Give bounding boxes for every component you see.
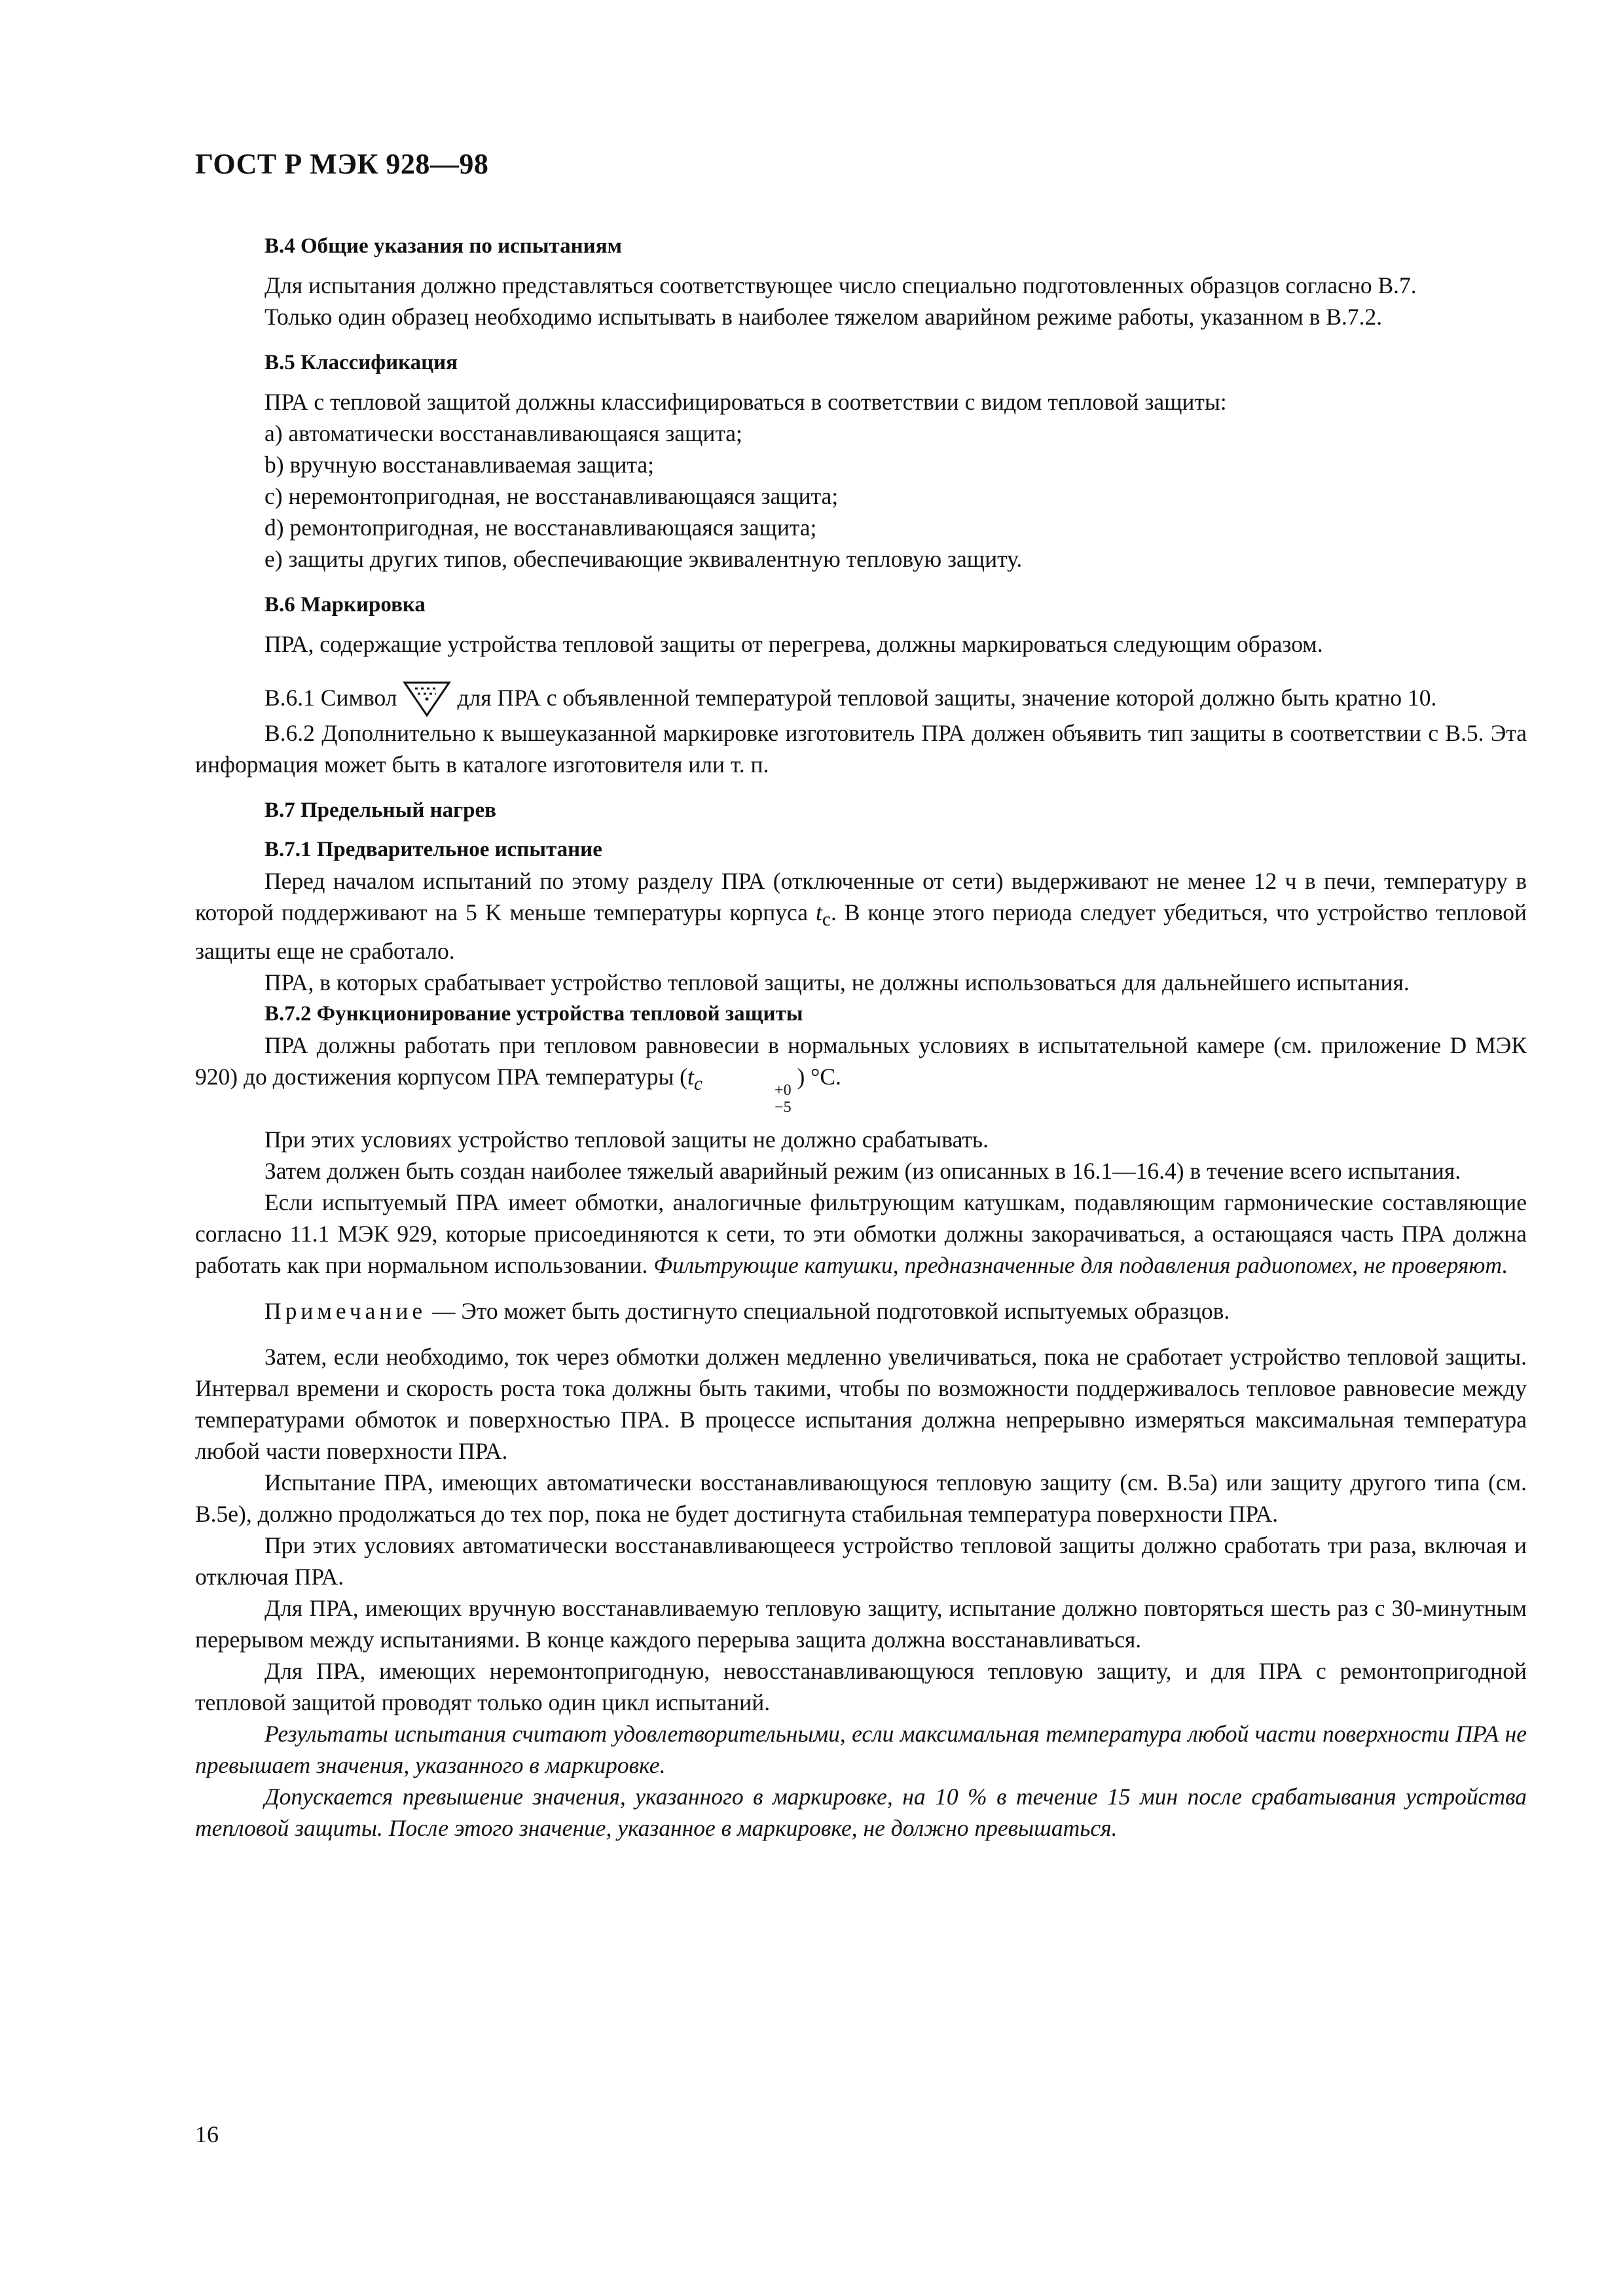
note-label: Примечание [264,1298,427,1325]
variable: t [687,1064,694,1090]
list-item: a) автоматически восстанавливающаяся защита; [264,420,742,446]
tolerance [705,1082,792,1116]
paragraph: ПРА с тепловой защитой должны классифицироваться в соответствии с видом тепловой защиты: [264,389,1227,415]
paragraph: Для ПРА, имеющих вручную восстанавливаемую тепловую защиту, испытание должно повторяться шесть раз с 30-минутным перерывом между испытаниями. В конце каждого перерыва защита должна восстанавливаться. [195,1595,1527,1653]
paragraph: При этих условиях автоматически восстанавливающееся устройство тепловой защиты должно сработать три раза, включая и отключая ПРА. [195,1532,1527,1590]
list-item: e) защиты других типов, обеспечивающие эквивалентную тепловую защиту. [264,546,1023,572]
paragraph: При этих условиях устройство тепловой защиты не должно срабатывать. [264,1126,989,1153]
variable: t [815,899,822,925]
subscript: c [693,1073,703,1095]
paragraph: ПРА, содержащие устройства тепловой защиты от перегрева, должны маркироваться следующим образом. [264,631,1323,657]
document-body [195,230,1527,1844]
page-number: 16 [195,2121,219,2147]
text-span: . В конце этого периода следует убедиться, что устройство тепловой защиты еще не сработало. [195,899,1527,965]
paragraph: Для ПРА, имеющих неремонтопригодную, невосстанавливающуюся тепловую защиту, и для ПРА с ремонтопригодной тепловой защитой проводят только один цикл испытаний. [195,1658,1527,1716]
section-b4-heading: B.4 Общие указания по испытаниям [264,234,623,258]
thermal-protection-symbol-icon [402,681,452,717]
text-span: Если испытуемый ПРА имеет обмотки, аналогичные фильтрующим катушкам, подавляющим гармонические составляющие согласно 11.1 МЭК 929, которые присоединяются к сети, то эти обмотки должны закорачиваться, а остающаяся часть ПРА должна работать как при нормальном использовании. [195,1189,1527,1279]
list-item: d) ремонтопригодная, не восстанавливающаяся защита; [264,514,817,541]
list-item: b) вручную восстанавливаемая защита; [264,452,655,478]
list-item: c) неремонтопригодная, не восстанавливающаяся защита; [264,483,839,509]
subsection-b72-heading: B.7.2 Функционирование устройства тепловой защиты [264,1002,803,1026]
paragraph: Только один образец необходимо испытывать в наиболее тяжелом аварийном режиме работы, указанном в B.7.2. [264,304,1383,330]
text-span: ПРА должны работать при тепловом равновесии в нормальных условиях в испытательной камере (см. приложение D МЭК 920) до достижения корпусом ПРА температуры ( [195,1032,1527,1090]
paragraph-italic: Допускается превышение значения, указанного в маркировке, на 10 % в течение 15 мин после срабатывания устройства тепловой защиты. После этого значение, указанное в маркировке, не должно превышаться. [195,1784,1527,1842]
section-b5-heading: B.5 Классификация [264,351,458,374]
text-span: ) °C. [797,1064,841,1090]
paragraph [195,1030,1527,1116]
document-header: ГОСТ Р МЭК 928—98 [195,148,489,180]
paragraph-b61 [195,681,1527,717]
note [195,1295,1527,1327]
paragraph: Затем, если необходимо, ток через обмотки должен медленно увеличиваться, пока не сработает устройство тепловой защиты. Интервал времени и скорость роста тока должны быть такими, чтобы по возможности поддерживалось тепловое равновесие между температурами обмоток и поверхностью ПРА. В процессе испытания должна непрерывно измеряться максимальная температура любой части поверхности ПРА. [195,1344,1527,1465]
paragraph: Для испытания должно представляться соответствующее число специально подготовленных образцов согласно B.7. [264,272,1417,298]
text-span: B.6.1 Символ [264,685,397,711]
paragraph: Испытание ПРА, имеющих автоматически восстанавливающуюся тепловую защиту (см. B.5a) или защиту другого типа (см. B.5e), должно продолжаться до тех пор, пока не будет достигнута стабильная температура поверхности ПРА. [195,1469,1527,1528]
paragraph: Затем должен быть создан наиболее тяжелый аварийный режим (из описанных в 16.1—16.4) в течение всего испытания. [264,1158,1461,1185]
section-b6-heading: B.6 Маркировка [264,593,426,617]
tolerance-upper: +0 [775,1082,792,1100]
paragraph: B.6.2 Дополнительно к вышеуказанной маркировке изготовитель ПРА должен объявить тип защиты в соответствии с B.5. Эта информация может быть в каталоге изготовителя или т. п. [195,720,1527,778]
text-span: для ПРА с объявленной температурой тепловой защиты, значение которой должно быть кратно 10. [457,685,1437,711]
paragraph: ПРА, в которых срабатывает устройство тепловой защиты, не должны использоваться для дальнейшего испытания. [264,969,1410,996]
paragraph [195,1187,1527,1281]
section-b7-heading: B.7 Предельный нагрев [264,798,496,822]
paragraph [195,865,1527,967]
note-text: — Это может быть достигнуто специальной подготовкой испытуемых образцов. [431,1298,1230,1325]
paragraph-italic: Результаты испытания считают удовлетворительными, если максимальная температура любой части поверхности ПРА не превышает значения, указанного в маркировке. [195,1721,1527,1779]
subscript: c [822,909,831,931]
subsection-b71-heading: B.7.1 Предварительное испытание [264,838,602,861]
tolerance-lower: −5 [775,1099,792,1117]
text-span: Перед началом испытаний по этому разделу ПРА (отключенные от сети) выдерживают не менее 12 ч в печи, температуру в которой поддерживают на 5 K меньше температуры корпуса [195,868,1527,925]
italic-text: Фильтрующие катушки, предназначенные для подавления радиопомех, не проверяют. [653,1252,1508,1279]
